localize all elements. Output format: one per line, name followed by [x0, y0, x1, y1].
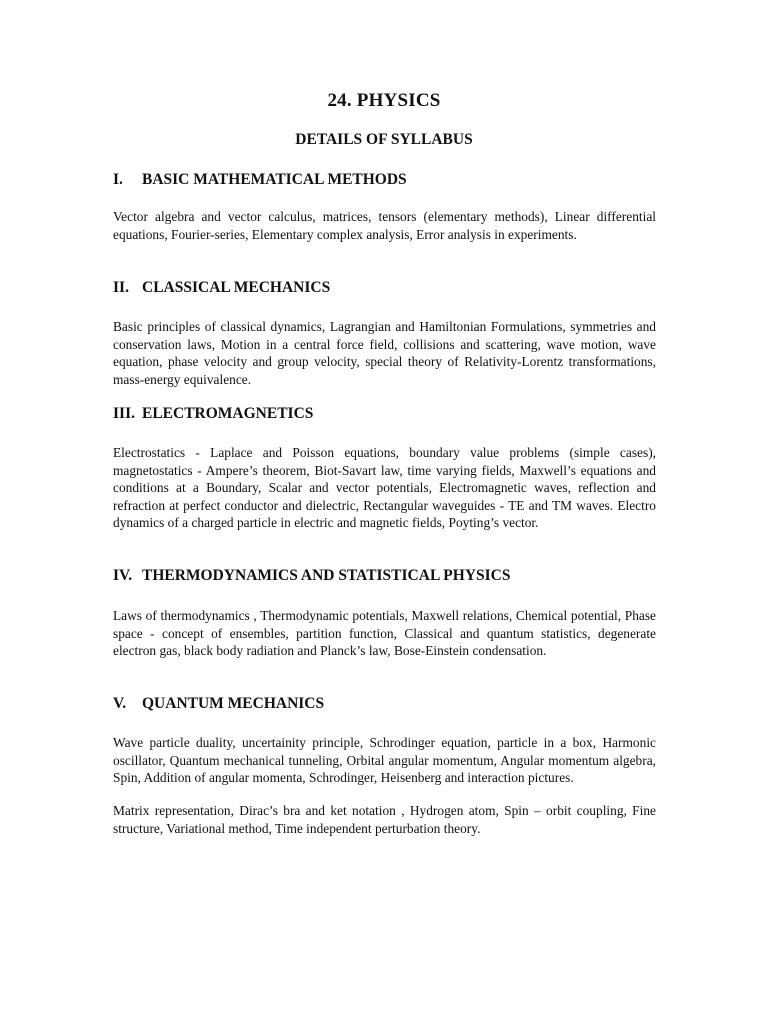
section-title: THERMODYNAMICS AND STATISTICAL PHYSICS [142, 567, 511, 584]
document-subtitle: DETAILS OF SYLLABUS [295, 131, 473, 148]
section-number: III. [113, 405, 135, 422]
section-number: II. [113, 279, 129, 296]
section-number: IV. [113, 567, 133, 584]
section-paragraph-quantum-mechanics: Wave particle duality, uncertainity principle, Schrodinger equation, particle in a box, Harmonic oscillator, Quantum mechanical tunneling, Orbital angular momentum, Angular momentum algebra, Spin, Addition of angular momenta, Schrodinger, Heisenberg and interaction pictures. [113, 735, 656, 786]
section-heading-classical-mechanics [113, 279, 658, 297]
section-heading-electromagnetics [113, 405, 658, 423]
section-heading-thermodynamics-statistical-physics [113, 567, 658, 585]
section-title: QUANTUM MECHANICS [142, 695, 325, 712]
section-paragraph-thermodynamics-statistical-physics: Laws of thermodynamics , Thermodynamic potentials, Maxwell relations, Chemical potential, Phase space - concept of ensembles, partition function, Classical and quantum statistics, degenerate electron gas, black body radiation and Planck’s law, Bose-Einstein condensation. [113, 608, 656, 659]
document-title: 24. PHYSICS [327, 90, 441, 111]
section-title: BASIC MATHEMATICAL METHODS [142, 171, 407, 188]
section-title: ELECTROMAGNETICS [142, 405, 314, 422]
section-title: CLASSICAL MECHANICS [142, 279, 331, 296]
section-paragraph-quantum-mechanics-continued: Matrix representation, Dirac’s bra and ket notation , Hydrogen atom, Spin – orbit coupling, Fine structure, Variational method, Time independent perturbation theory. [113, 803, 656, 836]
section-paragraph-electromagnetics: Electrostatics - Laplace and Poisson equations, boundary value problems (simple cases), magnetostatics - Ampere’s theorem, Biot-Savart law, time varying fields, Maxwell’s equations and conditions at a Boundary, Scalar and vector potentials, Electromagnetic waves, reflection and refraction at perfect conductor and dielectric, Rectangular waveguides - TE and TM waves. Electro dynamics of a charged particle in electric and magnetic fields, Poyting’s vector. [113, 445, 656, 531]
section-number: I. [113, 171, 123, 188]
section-paragraph-basic-mathematical-methods: Vector algebra and vector calculus, matrices, tensors (elementary methods), Linear differential equations, Fourier-series, Elementary complex analysis, Error analysis in experiments. [113, 209, 656, 242]
section-number: V. [113, 695, 127, 712]
section-heading-basic-mathematical-methods [113, 171, 658, 189]
section-heading-quantum-mechanics [113, 695, 658, 713]
section-paragraph-classical-mechanics: Basic principles of classical dynamics, Lagrangian and Hamiltonian Formulations, symmetries and conservation laws, Motion in a central force field, collisions and scattering, wave motion, wave equation, phase velocity and group velocity, special theory of Relativity-Lorentz transformations, mass-energy equivalence. [113, 319, 656, 387]
